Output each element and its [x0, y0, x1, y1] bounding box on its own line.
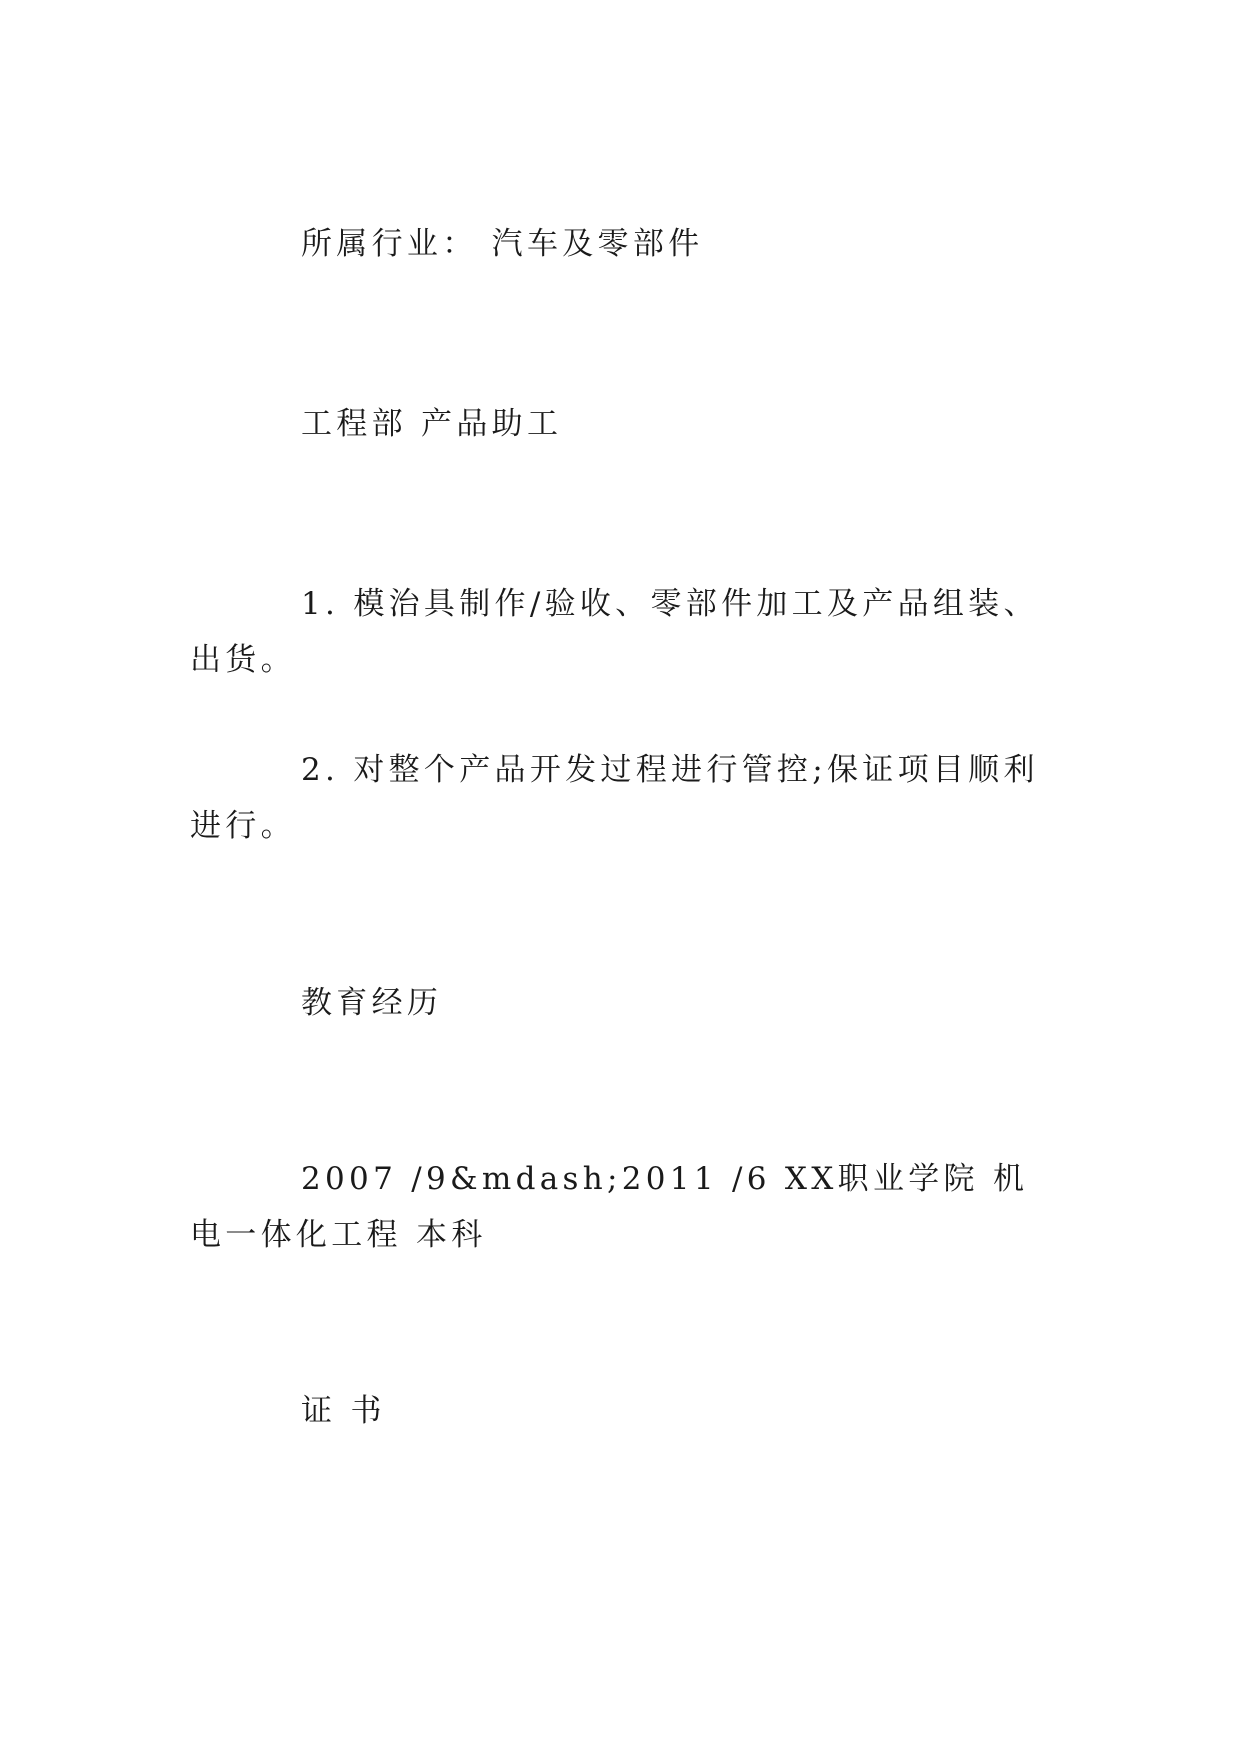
duty-item-2: 2. 对整个产品开发过程进行管控;保证项目顺利进行。: [190, 752, 1039, 844]
education-entry: 2007 /9&mdash;2011 /6 XX职业学院 机电一体化工程 本科: [190, 1161, 1029, 1253]
section-heading-certificates: 证 书: [301, 1393, 386, 1429]
industry-line: 所属行业： 汽车及零部件: [301, 226, 704, 262]
duty-item-1: 1. 模治具制作/验收、零部件加工及产品组装、出货。: [190, 586, 1039, 678]
section-heading-education: 教育经历: [301, 985, 443, 1021]
job-title-line: 工程部 产品助工: [301, 406, 563, 442]
